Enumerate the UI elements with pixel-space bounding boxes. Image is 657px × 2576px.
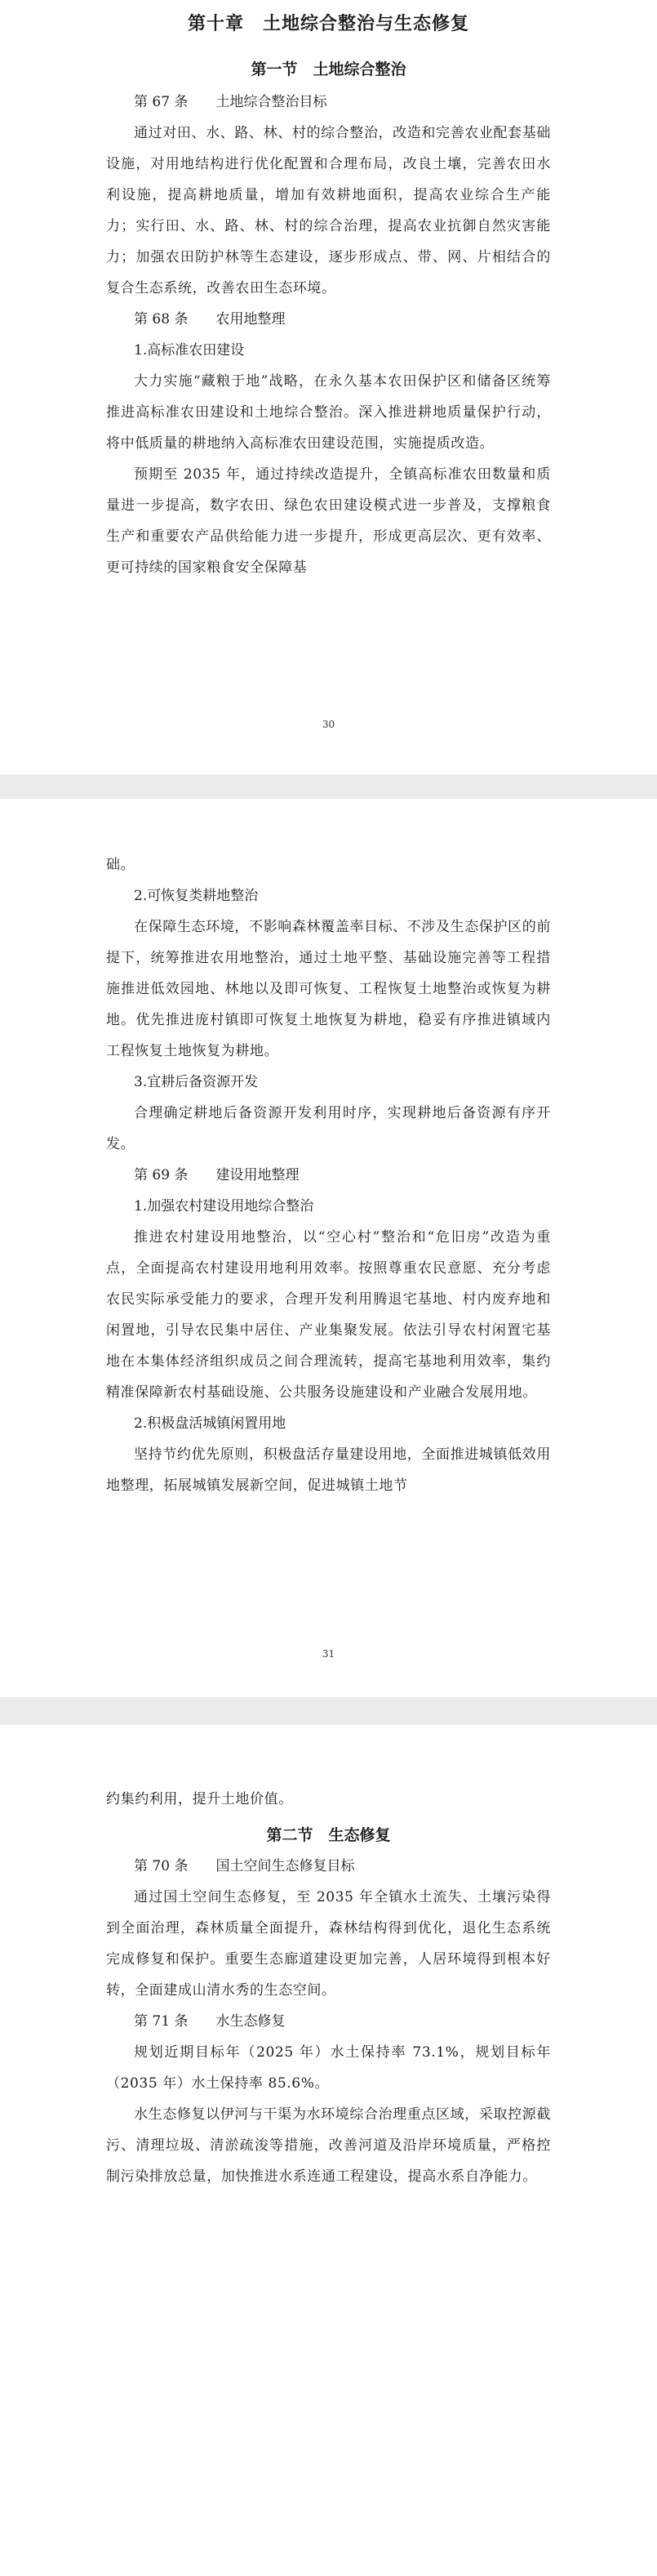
subheading-idle-urban-land: 2.积极盘活城镇闲置用地 <box>134 1415 286 1432</box>
document-page-3 <box>0 1725 657 2576</box>
paragraph-soil-retention: 规划近期目标年（2025 年）水土保持率 73.1%，规划目标年（2035 年）水土保持率 85.6%。 <box>106 2044 551 2092</box>
subheading-recoverable-farmland: 2.可恢复类耕地整治 <box>134 888 259 904</box>
page-number: 31 <box>322 1648 335 1660</box>
continued-text: 础。 <box>106 857 135 873</box>
article-69-heading: 第 69 条 建设用地整理 <box>134 1167 300 1183</box>
article-67-heading: 第 67 条 土地综合整治目标 <box>134 94 327 110</box>
paragraph-rural-land: 推进农村建设用地整治，以“空心村”整治和“危旧房”改造为重点，全面提高农村建设用地利用效率。按照尊重农民意愿、充分考虑农民实际承受能力的要求，合理开发利用腾退宅基地、村内废弃地和闲置地，引导农民集中居住、产业集聚发展。依法引导农村闲置宅基地在本集体经济组织成员之间合理流转，提高宅基地利用效率，集约精准保障新农村基础设施、公共服务设施建设和产业融合发展用地。 <box>106 1229 551 1401</box>
paragraph-farmland-strategy: 大力实施“藏粮于地”战略，在永久基本农田保护区和储备区统筹推进高标准农田建设和土地综合整治。深入推进耕地质量保护行动，将中低质量的耕地纳入高标准农田建设范围，实施提质改造。 <box>106 373 551 452</box>
article-68-heading: 第 68 条 农用地整理 <box>134 311 286 328</box>
subheading-rural-land: 1.加强农村建设用地综合整治 <box>134 1198 314 1214</box>
article-70-heading: 第 70 条 国土空间生态修复目标 <box>134 1858 355 1874</box>
page-number: 30 <box>322 719 335 730</box>
article-71-heading: 第 71 条 水生态修复 <box>134 2013 286 2030</box>
subheading-reserve-resources: 3.宜耕后备资源开发 <box>134 1074 259 1090</box>
paragraph-farmland-2035: 预期至 2035 年，通过持续改造提升，全镇高标准农田数量和质量进一步提高，数字农田、绿色农田建设模式进一步普及，支撑粮食生产和重要农产品供给能力进一步提升，形成更高层次、更有效率、更可持续的国家粮食安全保障基 <box>106 466 551 576</box>
paragraph-idle-urban-land: 坚持节约优先原则，积极盘活存量建设用地，全面推进城镇低效用地整理，拓展城镇发展新空间，促进城镇土地节 <box>106 1446 551 1494</box>
document-page-1 <box>0 0 657 774</box>
document-page-2 <box>0 799 657 1697</box>
article-67-paragraph: 通过对田、水、路、林、村的综合整治，改造和完善农业配套基础设施，对用地结构进行优化配置和合理布局，改良土壤，完善农田水利设施，提高耕地质量，增加有效耕地面积，提高农业综合生产能力；实行田、水、路、林、村的综合治理，提高农业抗御自然灾害能力；加强农田防护林等生态建设，逐步形成点、带、网、片相结合的复合生态系统，改善农田生态环境。 <box>106 125 551 296</box>
paragraph-reserve-resources: 合理确定耕地后备资源开发利用时序，实现耕地后备资源有序开发。 <box>106 1105 551 1152</box>
section-title-ecology: 第二节 生态修复 <box>266 1826 391 1844</box>
chapter-title: 第十章 土地综合整治与生态修复 <box>187 13 469 34</box>
paragraph-water-restoration: 水生态修复以伊河与干渠为水环境综合治理重点区域，采取控源截污、清理垃圾、清淤疏浚等措施，改善河道及沿岸环境质量，严格控制污染排放总量，加快推进水系连通工程建设，提高水系自净能力。 <box>106 2106 551 2185</box>
article-70-paragraph: 通过国土空间生态修复，至 2035 年全镇水土流失、土壤污染得到全面治理，森林质量全面提升，森林结构得到优化，退化生态系统完成修复和保护。重要生态廊道建设更加完善，人居环境得到根本好转，全面建成山清水秀的生态空间。 <box>106 1889 551 1999</box>
subheading-high-standard-farmland: 1.高标准农田建设 <box>134 342 245 359</box>
section-title-land: 第一节 土地综合整治 <box>251 60 406 78</box>
continued-text: 约集约利用，提升土地价值。 <box>106 1791 293 1807</box>
paragraph-recoverable-farmland: 在保障生态环境，不影响森林覆盖率目标、不涉及生态保护区的前提下，统筹推进农用地整治，通过土地平整、基础设施完善等工程措施推进低效园地、林地以及即可恢复、工程恢复土地整治或恢复为耕地。优先推进庞村镇即可恢复土地恢复为耕地，稳妥有序推进镇域内工程恢复土地恢复为耕地。 <box>106 919 551 1059</box>
